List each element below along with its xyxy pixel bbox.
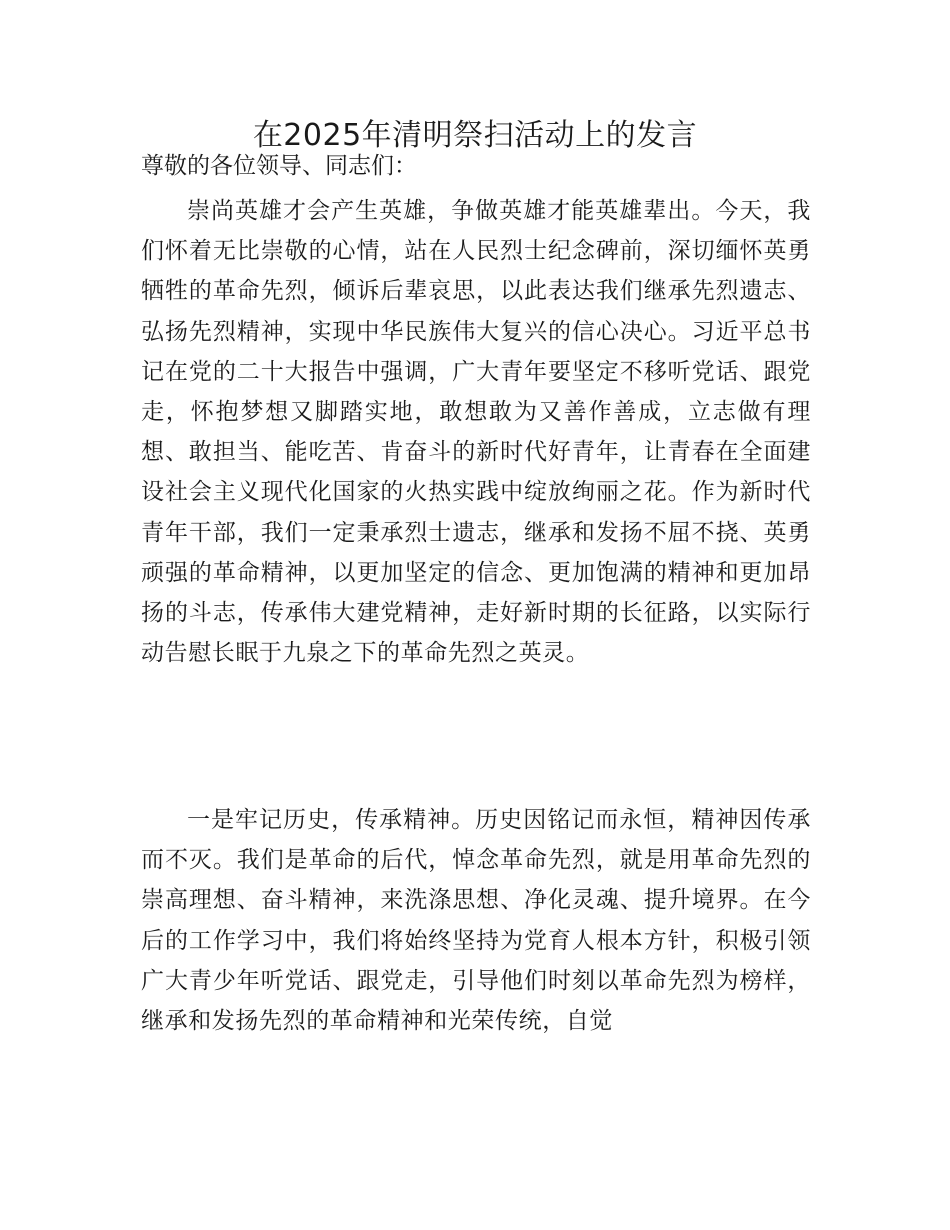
paragraph-point-one: 一是牢记历史，传承精神。历史因铭记而永恒，精神因传承而不灭。我们是革命的后代，悼念革命先烈，就是用革命先烈的崇高理想、奋斗精神，来洗涤思想、净化灵魂、提升境界。在今后的工作学习中，我们将始终坚持为党育人根本方针，积极引领广大青少年听党话、跟党走，引导他们时刻以革命先烈为榜样，继承和发扬先烈的革命精神和光荣传统，自觉 [141, 807, 811, 1035]
salutation: 尊敬的各位领导、同志们： [141, 153, 417, 179]
document-title: 在2025年清明祭扫活动上的发言 [252, 118, 698, 153]
paragraph-intro: 崇尚英雄才会产生英雄，争做英雄才能英雄辈出。今天，我们怀着无比崇敬的心情，站在人民烈士纪念碑前，深切缅怀英勇牺牲的革命先烈，倾诉后辈哀思，以此表达我们继承先烈遗志、弘扬先烈精神，实现中华民族伟大复兴的信心决心。习近平总书记在党的二十大报告中强调，广大青年要坚定不移听党话、跟党走，怀抱梦想又脚踏实地，敢想敢为又善作善成，立志做有理想、敢担当、能吃苦、肯奋斗的新时代好青年，让青春在全面建设社会主义现代化国家的火热实践中绽放绚丽之花。作为新时代青年干部，我们一定秉承烈士遗志，继承和发扬不屈不挠、英勇顽强的革命精神，以更加坚定的信念、更加饱满的精神和更加昂扬的斗志，传承伟大建党精神，走好新时期的长征路，以实际行动告慰长眠于九泉之下的革命先烈之英灵。 [141, 198, 811, 667]
